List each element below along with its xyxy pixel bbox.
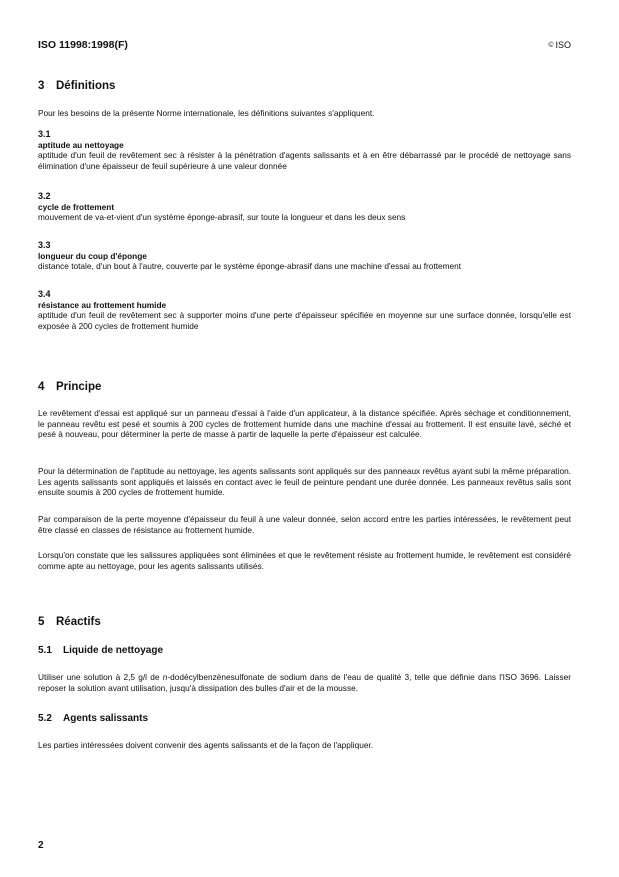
subsection-5-2-heading bbox=[38, 713, 571, 724]
principle-paragraph: Lorsqu'on constate que les salissures appliquées sont éliminées et que le revêtement résiste au frottement humide, le revêtement est considéré comme apte au nettoyage, pour les agents salissants utilisés. bbox=[38, 550, 571, 571]
principle-paragraph: Le revêtement d'essai est appliqué sur un panneau d'essai à l'aide d'un applicateur, à la distance spécifiée. Après séchage et conditionnement, le panneau revêtu est pesé et soumis à 200 cycles de frottement humide dans une machine d'essai au frottement. Il est ensuite lavé, séché et pesé à nouveau, pour déterminer la perte de masse à partir de laquelle la perte d'épaisseur est calculée. bbox=[38, 408, 571, 440]
subsection-number: 5.2 bbox=[38, 713, 52, 724]
term-number: 3.3 bbox=[38, 240, 51, 250]
term-definition: aptitude d'un feuil de revêtement sec à résister à la pénétration d'agents salissants et à en être débarrassé par le procédé de nettoyage sans élimination d'une épaisseur de feuil supérieure à une valeur donnée bbox=[38, 150, 571, 171]
standard-reference: ISO 11998:1998(F) bbox=[38, 39, 128, 51]
term-entry bbox=[38, 129, 571, 171]
subsection-title: Agents salissants bbox=[63, 713, 149, 724]
cleaning-liquid-text bbox=[38, 672, 571, 693]
term-number: 3.1 bbox=[38, 129, 51, 139]
section-title: Principe bbox=[56, 381, 102, 393]
subsection-number: 5.1 bbox=[38, 645, 52, 656]
term-entry bbox=[38, 191, 571, 223]
term-definition: distance totale, d'un bout à l'autre, couverte par le système éponge-abrasif dans une machine d'essai au frottement bbox=[38, 261, 462, 271]
section-5-heading bbox=[38, 616, 571, 628]
definitions-intro: Pour les besoins de la présente Norme internationale, les définitions suivantes s'appliquent. bbox=[38, 108, 375, 118]
italic-prefix: n bbox=[162, 672, 168, 682]
principle-paragraph: Pour la détermination de l'aptitude au nettoyage, les agents salissants sont appliqués sur des panneaux revêtus ayant subi la même préparation. Les agents salissants sont appliqués et laissés en contact avec le feuil de peinture pendant une durée donnée. Les panneaux revêtus salis sont ensuite soumis à 200 cycles de frottement humide. bbox=[38, 466, 571, 498]
copyright-notice bbox=[548, 40, 571, 50]
term-number: 3.2 bbox=[38, 191, 51, 201]
term-definition: aptitude d'un feuil de revêtement sec à supporter moins d'une perte d'épaisseur spécifiée en moyenne sur une surface donnée, lorsqu'elle est exposée à 200 cycles de frottement humide bbox=[38, 310, 571, 331]
text-segment: -dodécylbenzènesulfonate de sodium dans de l'eau de qualité 3, telle que définie dans l'ISO 3696. Laisser reposer la solution avant utilisation, jusqu'à dissipation des bulles d'air et de la mousse. bbox=[38, 672, 571, 693]
term-entry bbox=[38, 289, 571, 331]
term-entry bbox=[38, 240, 571, 272]
section-4-heading bbox=[38, 381, 571, 393]
copyright-symbol: © bbox=[548, 42, 554, 49]
page-number: 2 bbox=[38, 840, 44, 851]
section-number: 3 bbox=[38, 80, 45, 92]
subsection-title: Liquide de nettoyage bbox=[63, 645, 164, 656]
section-3-heading bbox=[38, 80, 571, 92]
section-number: 5 bbox=[38, 616, 45, 628]
section-title: Réactifs bbox=[56, 616, 101, 628]
soiling-agents-text: Les parties intéressées doivent convenir des agents salissants et de la façon de l'appliquer. bbox=[38, 740, 374, 750]
term-name: résistance au frottement humide bbox=[38, 300, 167, 310]
document-page bbox=[38, 0, 571, 877]
section-title: Définitions bbox=[56, 80, 116, 92]
principle-paragraph: Par comparaison de la perte moyenne d'épaisseur du feuil à une valeur donnée, selon accord entre les parties intéressées, le revêtement peut être classé en classes de résistance au frottement humide. bbox=[38, 514, 571, 535]
term-definition: mouvement de va-et-vient d'un système éponge-abrasif, sur toute la longueur et dans les deux sens bbox=[38, 212, 406, 222]
section-number: 4 bbox=[38, 381, 45, 393]
term-number: 3.4 bbox=[38, 289, 51, 299]
term-name: aptitude au nettoyage bbox=[38, 140, 124, 150]
term-name: cycle de frottement bbox=[38, 202, 115, 212]
subsection-5-1-heading bbox=[38, 645, 571, 656]
copyright-text: ISO bbox=[555, 40, 571, 50]
text-segment: Utiliser une solution à 2,5 g/l de bbox=[38, 672, 163, 682]
term-name: longueur du coup d'éponge bbox=[38, 251, 147, 261]
